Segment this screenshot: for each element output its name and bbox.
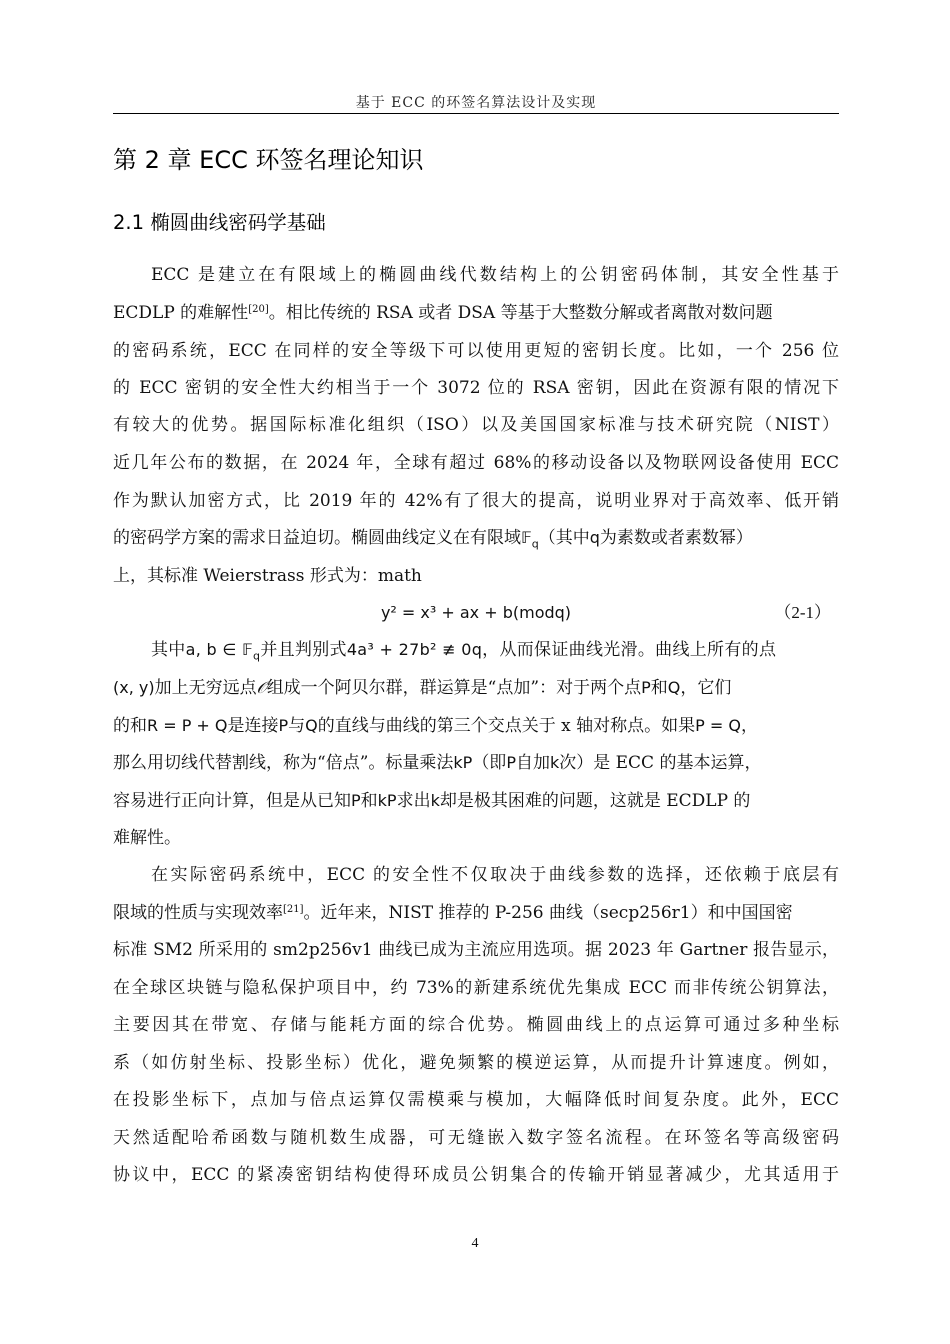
citation[interactable]: [21] [283,904,304,915]
equation [113,598,839,628]
paragraph-line: 的 ECC 密钥的安全性大约相当于一个 3072 位的 RSA 密钥，因此在资源有限的情况下 [113,378,839,398]
paragraph-line: 协议中，ECC 的紧凑密钥结构使得环成员公钥集合的传输开销显著减少，尤其适用于 [113,1165,839,1185]
paragraph-line: ECC 是建立在有限域上的椭圆曲线代数结构上的公钥密码体制，其安全性基于 [151,265,839,285]
equation-number: （2-1） [774,603,831,622]
paragraph-line: 的和R = P + Q是连接P与Q的直线与曲线的第三个交点关于 x 轴对称点。如果P = Q， [113,716,758,736]
equation-expression: y² = x³ + ax + b(modq) [380,603,572,622]
paragraph-line: 在投影坐标下，点加与倍点运算仅需模乘与模加，大幅降低时间复杂度。此外，ECC [113,1090,839,1110]
paragraph-line: 其中a, b ∈ 𝔽$_q$并且判别式4a³ + 27b² ≢ 0q，从而保证曲线光滑。曲线上所有的点 [151,640,777,663]
paragraph-line: 标准 SM2 所采用的 sm2p256v1 曲线已成为主流应用选项。据 2023 年 Gartner 报告显示， [113,940,839,960]
math-symbol: 𝔽 [521,528,532,547]
paragraph-line: 近几年公布的数据，在 2024 年，全球有超过 68%的移动设备以及物联网设备使用 ECC [113,453,839,473]
paragraph-line: (x, y)加上无穷远点𝒪组成一个阿贝尔群，群运算是“点加”：对于两个点P和Q，它们 [113,678,732,698]
header-rule [113,113,839,114]
citation[interactable]: [20] [248,304,269,315]
paragraph-line: 在全球区块链与隐私保护项目中，约 73%的新建系统优先集成 ECC 而非传统公钥算法， [113,978,839,998]
paragraph-line: 的密码系统，ECC 在同样的安全等级下可以使用更短的密钥长度。比如，一个 256 位 [113,341,839,361]
paragraph-line: 主要因其在带宽、存储与能耗方面的综合优势。椭圆曲线上的点运算可通过多种坐标 [113,1015,839,1035]
paragraph-line: 限域的性质与实现效率[21]。近年来，NIST 推荐的 P-256 曲线（secp256r1）和中国国密 [113,903,793,923]
paragraph-line: 那么用切线代替割线，称为“倍点”。标量乘法kP（即P自加k次）是 ECC 的基本运算， [113,753,762,773]
chapter-title: 第 2 章 ECC 环签名理论知识 [113,146,424,174]
section-title: 2.1 椭圆曲线密码学基础 [113,211,326,234]
page-number: 4 [471,1236,479,1251]
paragraph-line: 作为默认加密方式，比 2019 年的 42%有了很大的提高，说明业界对于高效率、低开销 [113,491,839,511]
paragraph-line: ECDLP 的难解性[20]。相比传统的 RSA 或者 DSA 等基于大整数分解或者离散对数问题 [113,303,773,323]
running-header: 基于 ECC 的环签名算法设计及实现 [355,95,597,111]
paragraph-line: 容易进行正向计算，但是从已知P和kP求出k却是极其困难的问题，这就是 ECDLP 的 [113,791,751,811]
paragraph-line: 系（如仿射坐标、投影坐标）优化，避免频繁的模逆运算，从而提升计算速度。例如， [113,1053,839,1073]
paragraph-line: 在实际密码系统中，ECC 的安全性不仅取决于曲线参数的选择，还依赖于底层有 [151,865,839,885]
paragraph-line: 有较大的优势。据国际标准化组织（ISO）以及美国国家标准与技术研究院（NIST） [113,415,839,435]
paragraph-line: 难解性。 [113,828,181,848]
paragraph-line: 天然适配哈希函数与随机数生成器，可无缝嵌入数字签名流程。在环签名等高级密码 [113,1128,839,1148]
paragraph-line: 上，其标准 Weierstrass 形式为：math [113,566,422,586]
paragraph-line: 的密码学方案的需求日益迫切。椭圆曲线定义在有限域𝔽$_q$（其中q为素数或者素数幂） [113,528,753,551]
